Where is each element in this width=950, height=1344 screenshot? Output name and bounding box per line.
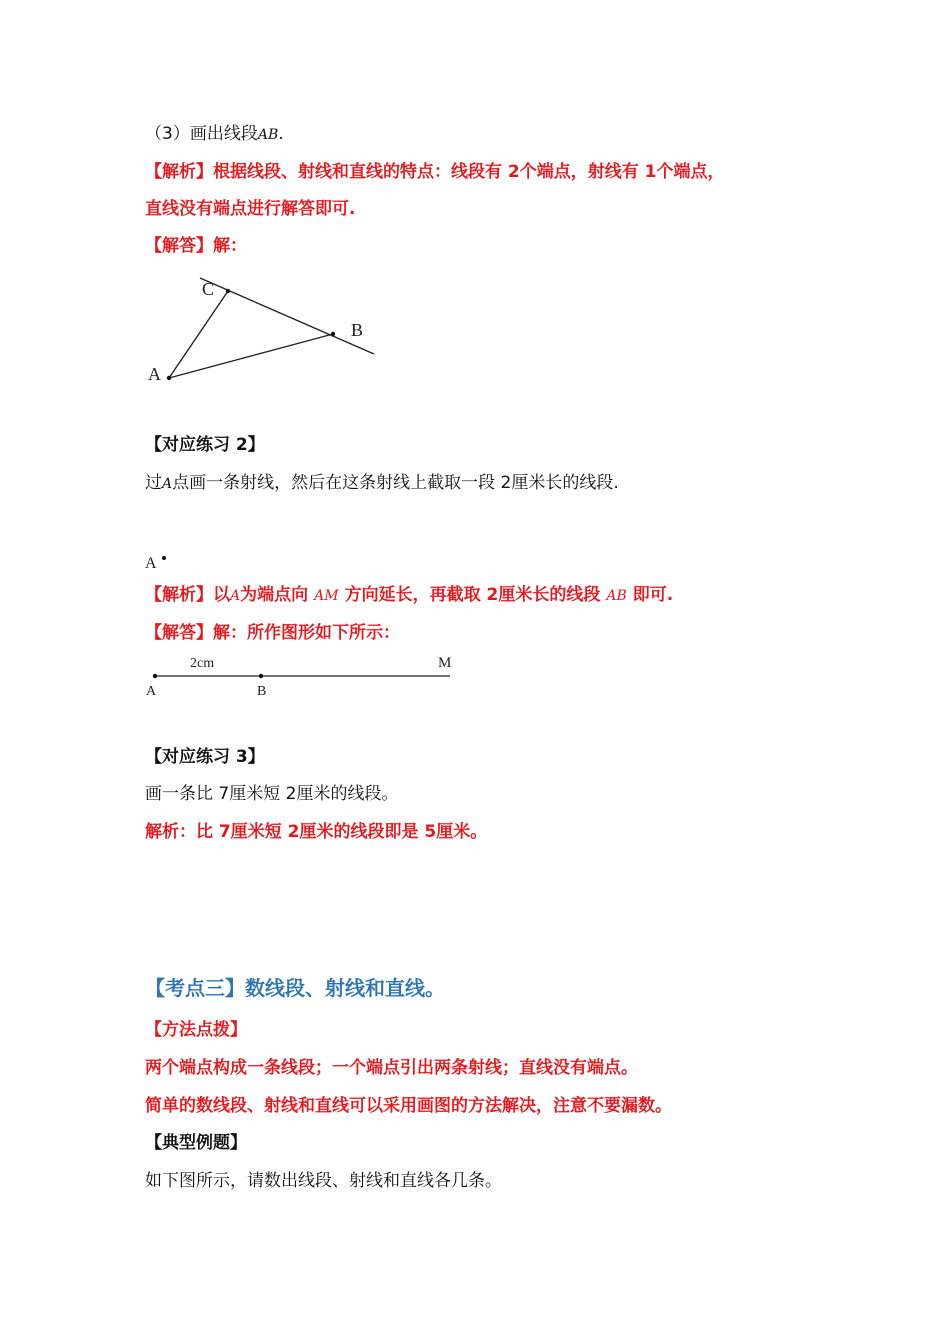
answer-1: 【解答】解：: [145, 236, 247, 256]
step-3-suffix: .: [278, 124, 284, 144]
method-title: 【方法点拨】: [145, 1020, 247, 1040]
point-a-label: A: [145, 555, 157, 572]
label-c: C: [202, 279, 215, 299]
analysis-2: [145, 583, 673, 608]
analysis-1-line-2: 直线没有端点进行解答即可.: [145, 199, 356, 219]
example-question: 如下图所示，请数出线段、射线和直线各几条。: [145, 1171, 502, 1191]
q2-prefix: 过: [145, 473, 162, 493]
analysis-2-suffix: 即可.: [632, 585, 674, 605]
point-c: [226, 289, 230, 293]
practice-2-title: 【对应练习 2】: [145, 435, 265, 455]
figure-triangle-line: [140, 262, 380, 392]
var-ab: AB: [257, 127, 279, 143]
q2-suffix: 点画一条射线，然后在这条射线上截取一段 2厘米长的线段.: [172, 473, 619, 493]
analysis-1-line-1: 【解析】根据线段、射线和直线的特点：线段有 2个端点，射线有 1个端点，: [145, 162, 725, 182]
point-b-ray: [259, 674, 263, 678]
label-a: A: [148, 364, 161, 384]
example-title: 【典型例题】: [145, 1133, 247, 1153]
answer-2: 【解答】解：所作图形如下所示：: [145, 623, 400, 643]
var-a: A: [162, 476, 173, 492]
length-label: 2cm: [190, 656, 215, 671]
var-ab2: AB: [606, 588, 627, 604]
var-a2: A: [230, 588, 241, 604]
analysis-2-mid2: 方向延长，再截取 2厘米长的线段: [344, 585, 601, 605]
point-a: [167, 376, 171, 380]
method-line-2: 简单的数线段、射线和直线可以采用画图的方法解决，注意不要漏数。: [145, 1096, 672, 1116]
point-a-ray: [153, 674, 157, 678]
label-a-ray: A: [146, 684, 157, 699]
label-m: M: [438, 655, 452, 671]
point-b: [331, 332, 335, 336]
step-3-instruction: [145, 122, 284, 147]
method-line-1: 两个端点构成一条线段；一个端点引出两条射线；直线没有端点。: [145, 1058, 638, 1078]
analysis-3: 解析：比 7厘米短 2厘米的线段即是 5厘米。: [145, 822, 488, 842]
practice-3-title: 【对应练习 3】: [145, 747, 265, 767]
var-am: AM: [314, 588, 339, 604]
point-a-dot: [162, 556, 166, 560]
analysis-2-prefix: 【解析】以: [145, 585, 230, 605]
ray-cb: [200, 278, 374, 354]
practice-2-question: [145, 471, 619, 496]
figure-ray-am: [140, 650, 470, 702]
label-b: B: [351, 320, 364, 340]
point-a-figure: [145, 548, 185, 572]
label-b-ray: B: [257, 684, 267, 699]
step-3-prefix: （3）画出线段: [145, 124, 258, 144]
analysis-2-mid1: 为端点向: [240, 585, 309, 605]
topic-3-heading: 【考点三】数线段、射线和直线。: [145, 976, 445, 1000]
practice-3-question: 画一条比 7厘米短 2厘米的线段。: [145, 784, 399, 804]
